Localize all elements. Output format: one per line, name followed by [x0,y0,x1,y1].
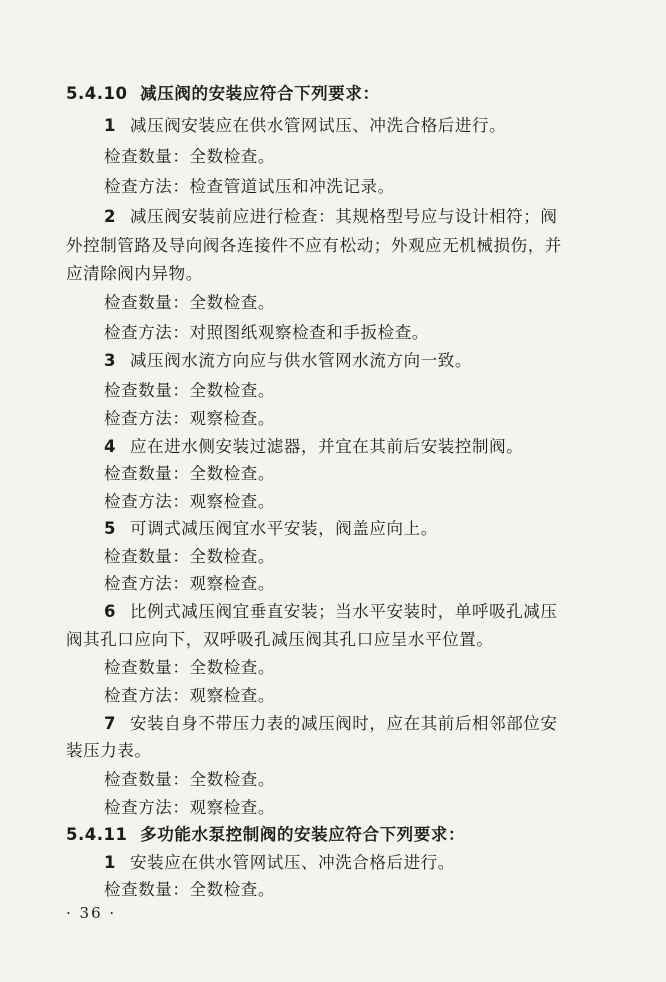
clause-heading [66,825,465,845]
clause-title: 减压阀的安装应符合下列要求： [140,84,380,103]
item-line [104,519,438,539]
check-quantity: 检查数量：全数检查。 [104,464,275,483]
item-number: 2 [104,207,117,226]
clause-title: 多功能水泵控制阀的安装应符合下列要求： [140,825,466,844]
check-quantity: 检查数量：全数检查。 [104,658,275,677]
item-line [104,207,558,227]
check-quantity: 检查数量：全数检查。 [104,293,275,312]
check-method: 检查方法：检查管道试压和冲洗记录。 [104,177,395,196]
item-text: 减压阀安装前应进行检查：其规格型号应与设计相符；阀 [130,207,558,226]
item-text: 应在进水侧安装过滤器，并宜在其前后安装控制阀。 [130,437,524,456]
check-quantity: 检查数量：全数检查。 [104,547,275,566]
check-quantity: 检查数量：全数检查。 [104,381,275,400]
check-method: 检查方法：对照图纸观察检查和手扳检查。 [104,323,429,342]
clause-number: 5.4.10 [66,84,128,103]
item-text-continued: 应清除阀内异物。 [66,264,203,283]
item-text: 可调式减压阀宜水平安装，阀盖应向上。 [130,519,438,538]
check-method: 检查方法：观察检查。 [104,686,275,705]
item-number: 4 [104,437,117,456]
item-text: 减压阀水流方向应与供水管网水流方向一致。 [130,351,472,370]
item-number: 7 [104,714,117,733]
check-method: 检查方法：观察检查。 [104,574,275,593]
check-quantity: 检查数量：全数检查。 [104,147,275,166]
item-line [104,714,558,734]
item-line [104,351,472,371]
item-text: 比例式减压阀宜垂直安装；当水平安装时，单呼吸孔减压 [130,602,558,621]
item-number: 1 [104,116,117,135]
item-text-continued: 外控制管路及导向阀各连接件不应有松动；外观应无机械损伤，并 [66,236,562,255]
item-number: 5 [104,519,117,538]
item-line [104,116,506,136]
item-line [104,602,558,622]
check-quantity: 检查数量：全数检查。 [104,770,275,789]
check-quantity: 检查数量：全数检查。 [104,880,275,899]
check-method: 检查方法：观察检查。 [104,798,275,817]
check-method: 检查方法：观察检查。 [104,492,275,511]
item-number: 1 [104,853,117,872]
check-method: 检查方法：观察检查。 [104,409,275,428]
item-line [104,853,455,873]
item-number: 3 [104,351,117,370]
page-number: · 36 · [66,904,117,922]
item-text: 安装自身不带压力表的减压阀时，应在其前后相邻部位安 [130,714,558,733]
item-text: 减压阀安装应在供水管网试压、冲洗合格后进行。 [130,116,507,135]
item-line [104,437,523,457]
clause-number: 5.4.11 [66,825,128,844]
item-text-continued: 装压力表。 [66,741,152,760]
item-text: 安装应在供水管网试压、冲洗合格后进行。 [130,853,455,872]
item-number: 6 [104,602,117,621]
item-text-continued: 阀其孔口应向下，双呼吸孔减压阀其孔口应呈水平位置。 [66,630,494,649]
clause-heading [66,84,380,104]
